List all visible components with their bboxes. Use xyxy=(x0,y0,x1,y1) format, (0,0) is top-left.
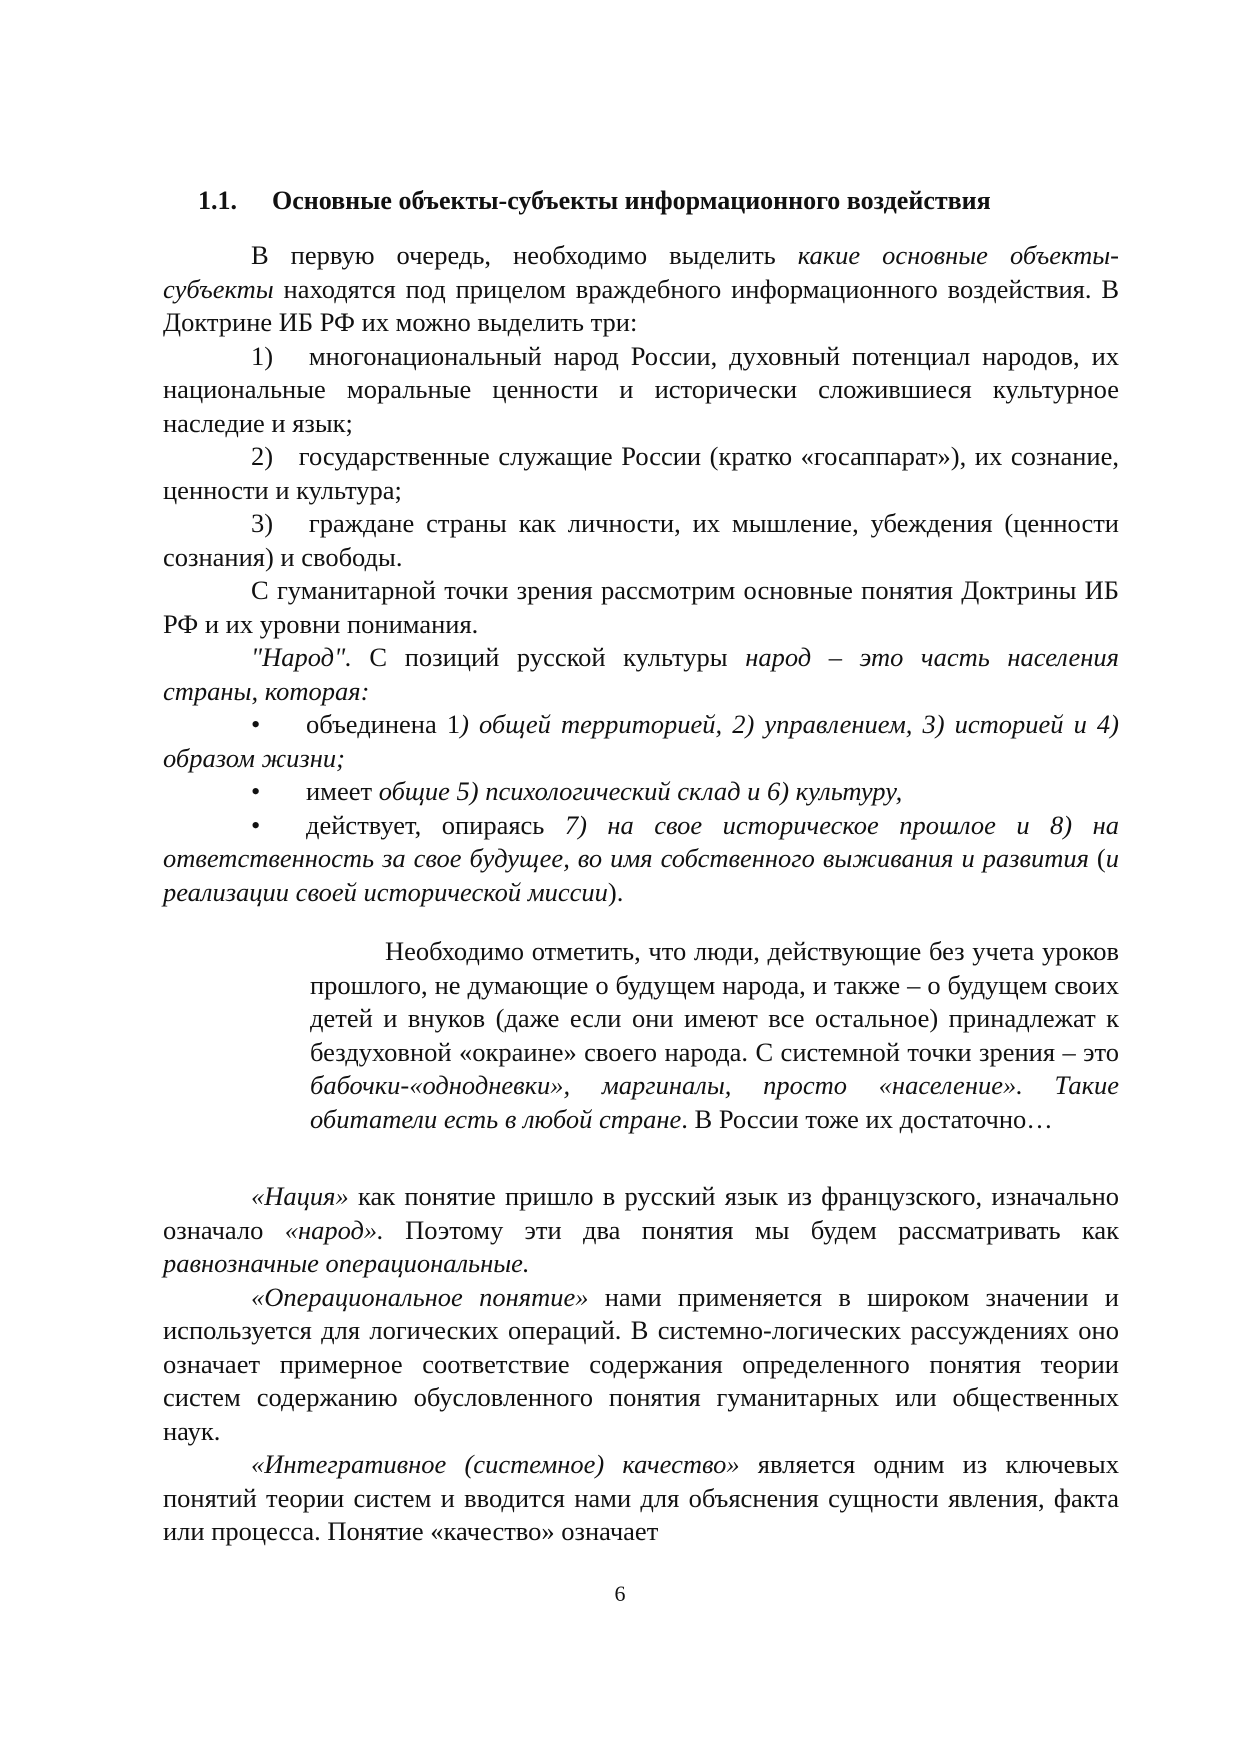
bullet-icon: • xyxy=(251,709,261,739)
text-run: ). xyxy=(607,876,624,907)
text-run: ( xyxy=(1088,843,1106,873)
text-run: Необходимо отметить, что люди, действующие без учета уроков прошлого, не думающие о будущем народа, и также – о будущем своих детей и внуков (даже если они имеют все остальное) принадлежат к бездуховной «окраине» своего народа. С системной точки зрения – это xyxy=(310,936,1119,1067)
text-run: . В России тоже их достаточно… xyxy=(681,1103,1053,1134)
page-content xyxy=(163,185,1119,1549)
page-number: 6 xyxy=(614,1581,626,1606)
italic-run: и реализации своей исторической миссии xyxy=(163,843,1120,907)
text-run: объединена 1 xyxy=(306,709,461,739)
italic-run: «народ». xyxy=(284,1214,384,1245)
text-run: Поэтому эти два понятия мы будем рассматривать как xyxy=(383,1214,1119,1245)
bullet-item-2 xyxy=(163,775,1119,809)
text-run: находятся под прицелом враждебного информационного воздействия. В Доктрине ИБ РФ их можно выделить три: xyxy=(163,273,1119,337)
bullet-item-1 xyxy=(163,708,1119,775)
humanitarian-paragraph: С гуманитарной точки зрения рассмотрим основные понятия Доктрины ИБ РФ и их уровни понимания. xyxy=(163,575,1119,639)
list-item-2: 2) государственные служащие России (кратко «госаппарат»), их сознание, ценности и культура; xyxy=(163,441,1119,505)
operational-paragraph xyxy=(163,1281,1119,1449)
italic-run: равнозначные операциональные. xyxy=(163,1248,530,1278)
italic-run: народ – это часть населения страны, которая: xyxy=(163,642,1119,706)
italic-run: "Народ". xyxy=(251,642,352,672)
text-run: нами применяется в широком значении и используется для логических операций. В системно-логических рассуждениях оно означает примерное соответствие содержания определенного понятия теории систем содержанию обусловленного понятия гуманитарных или общественных наук. xyxy=(163,1281,1119,1446)
narod-paragraph xyxy=(163,641,1119,708)
bullet-icon: • xyxy=(251,776,261,806)
section-heading xyxy=(163,185,1119,217)
bullet-item-3 xyxy=(163,809,1119,910)
text-run: С позиций русской культуры xyxy=(351,642,746,672)
text-run: как понятие пришло в русский язык из французского, изначально означало xyxy=(163,1181,1119,1245)
nation-paragraph xyxy=(163,1180,1119,1281)
quote-paragraph xyxy=(310,935,1119,1136)
text-run: имеет xyxy=(306,776,379,806)
text-run: является одним из ключевых понятий теории систем и вводится нами для объяснения сущности явления, факта или процесса. Понятие «качество» означает xyxy=(163,1449,1119,1546)
indented-quote xyxy=(310,935,1119,1136)
list-item-1: 1) многонациональный народ России, духовный потенциал народов, их национальные моральные ценности и исторически сложившиеся культурное наследие и язык; xyxy=(163,340,1119,438)
italic-run: «Операциональное понятие» xyxy=(251,1281,589,1312)
section-number: 1.1. xyxy=(198,186,237,215)
list-item-3: 3) граждане страны как личности, их мышление, убеждения (ценности сознания) и свободы. xyxy=(163,508,1119,572)
italic-run: какие основные объекты-субъекты xyxy=(163,240,1119,304)
section-title: Основные объекты-субъекты информационного воздействия xyxy=(272,186,991,215)
bullet-icon: • xyxy=(251,809,261,840)
text-run: В первую очередь, необходимо выделить xyxy=(251,240,798,270)
italic-run: бабочки-«однодневки», маргиналы, просто «население». Такие обитатели есть в любой стране xyxy=(310,1070,1119,1134)
italic-run: 7) на свое историческое прошлое и 8) на ответственность за свое будущее, во имя собственного выживания и развития xyxy=(163,809,1119,873)
italic-run: «Интегративное (системное) качество» xyxy=(251,1449,740,1479)
italic-run: «Нация» xyxy=(251,1181,349,1211)
italic-run: общие 5) психологический склад и 6) культуру, xyxy=(378,776,903,806)
integrative-paragraph xyxy=(163,1448,1119,1549)
italic-run: ) общей территорией, 2) управлением, 3) историей и 4) образом жизни; xyxy=(163,709,1119,773)
text-run: действует, опираясь xyxy=(306,809,565,840)
intro-paragraph xyxy=(163,239,1119,340)
